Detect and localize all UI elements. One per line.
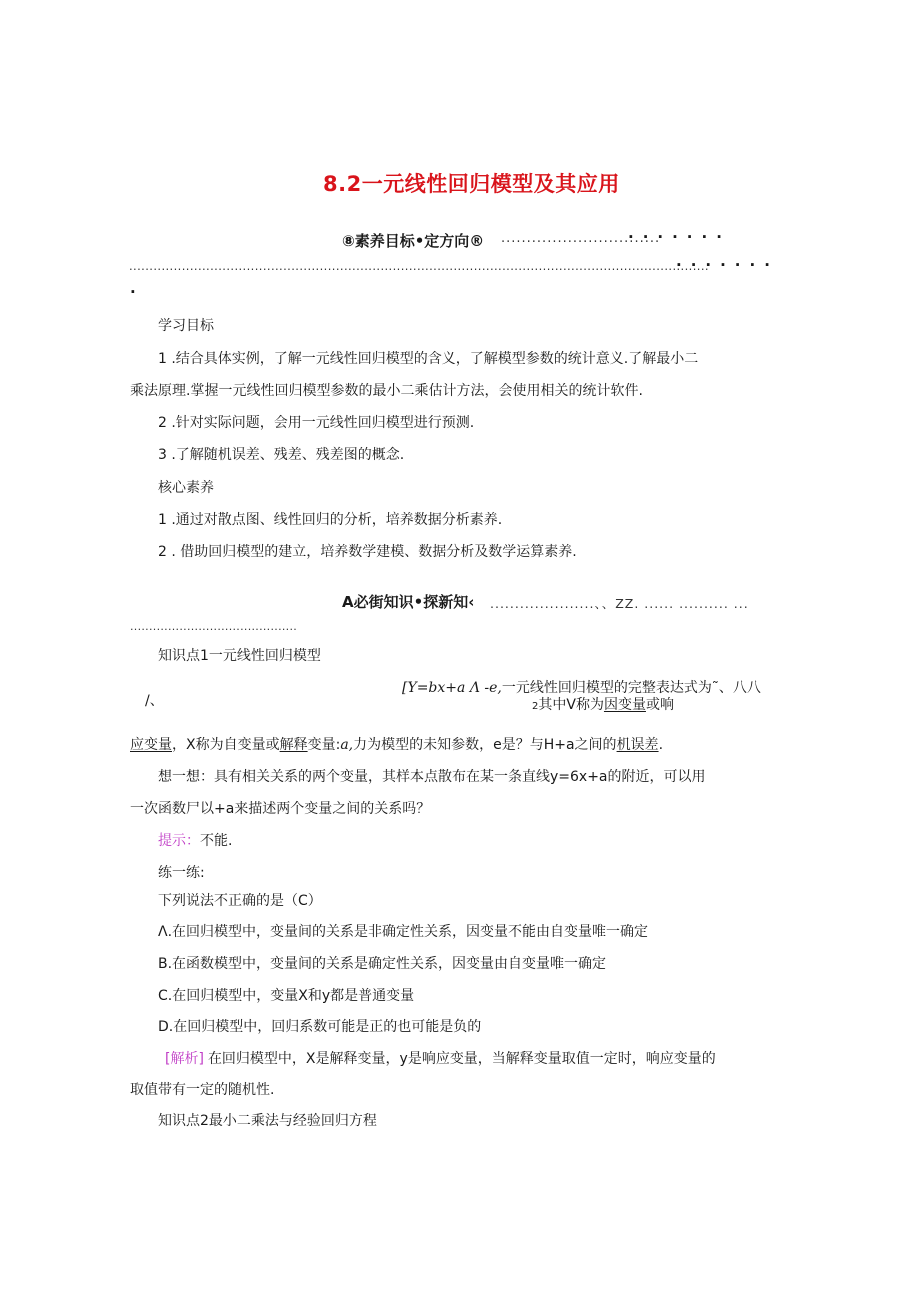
- goal-item-3: 3 .了解随机误差、残差、残差图的概念.: [158, 447, 405, 463]
- dotted-leader-knowledge-2: ............................................: [130, 620, 298, 633]
- dotted-leader-line2: ...............................................................................................................................................: [129, 259, 709, 273]
- dotted-leader-end: ·: [130, 283, 145, 301]
- kp2-title: 知识点2最小二乘法与经验回归方程: [158, 1113, 377, 1129]
- kp1-line2-tail: 或响: [645, 697, 674, 713]
- kp1-line3-text-c: 力为模型的未知参数，e是？与H+a之间的: [353, 737, 617, 753]
- option-b: B.在函数模型中，变量间的关系是确定性关系，因变量由自变量唯一确定: [158, 956, 607, 972]
- analysis-line-1: [165, 1049, 716, 1069]
- think-line-2: 一次函数尸以+a来描述两个变量之间的关系吗？: [130, 801, 431, 817]
- hint-label: 提示：: [158, 833, 200, 849]
- page-title: 8.2一元线性回归模型及其应用: [323, 172, 620, 196]
- term-explanatory: 解释: [279, 737, 308, 753]
- goal-item-1-cont: 乘法原理.掌握一元线性回归模型参数的最小二乘估计方法，会使用相关的统计软件.: [130, 383, 643, 399]
- practice-heading: 练一练:: [158, 865, 205, 881]
- think-line-1: 想一想：具有相关关系的两个变量，其样本点散布在某一条直线y=6x+a的附近，可以用: [158, 769, 706, 785]
- core-item-1: 1 .通过对散点图、线性回归的分析，培养数据分析素养.: [158, 512, 503, 528]
- core-heading: 核心素养: [158, 480, 214, 496]
- dotted-leader-sparse-2: ·······: [676, 256, 779, 274]
- section-header-goals: ⑧素养目标•定方向®: [342, 232, 485, 250]
- section-header-knowledge: A必街知识•探新知‹: [342, 593, 475, 611]
- goals-heading: 学习目标: [158, 318, 214, 334]
- hint-line: [158, 831, 232, 851]
- goal-item-2: 2 .针对实际问题，会用一元线性回归模型进行预测.: [158, 415, 475, 431]
- core-item-2: 2 . 借助回归模型的建立，培养数学建模、数据分析及数学运算素养.: [158, 544, 577, 560]
- kp1-line2: [532, 695, 674, 717]
- option-a: Λ.在回归模型中，变量间的关系是非确定性关系，因变量不能由自变量唯一确定: [158, 924, 649, 940]
- kp1-title: 知识点1一元线性回归模型: [158, 648, 321, 664]
- hint-text: 不能.: [200, 833, 233, 849]
- kp1-line2-text: 其中V称为: [538, 697, 604, 713]
- option-d: D.在回归模型中，回归系数可能是正的也可能是负的: [158, 1019, 482, 1035]
- analysis-label: [解析]: [165, 1051, 204, 1067]
- kp1-line3: [130, 735, 663, 755]
- kp1-formula-desc: 一元线性回归模型的完整表达式为˜、八八: [501, 680, 761, 696]
- term-random-error: 机误差: [616, 737, 659, 753]
- kp1-line3-end: .: [658, 737, 664, 753]
- analysis-line-2: 取值带有一定的随机性.: [130, 1082, 275, 1098]
- param-a: a,: [340, 737, 354, 753]
- dotted-leader-sparse: ·······: [628, 228, 731, 246]
- kp1-line3-text-b: 变量:: [307, 737, 341, 753]
- kp1-line3-text: ，X称为自变量或: [172, 737, 280, 753]
- kp1-slash: /、: [145, 693, 164, 709]
- analysis-text: 在回归模型中，X是解释变量，y是响应变量，当解释变量取值一定时，响应变量的: [207, 1051, 716, 1067]
- term-response-variable: 应变量: [130, 737, 172, 753]
- question-text: 下列说法不正确的是（C）: [158, 893, 322, 909]
- term-dependent-variable: 因变量: [603, 697, 646, 713]
- dotted-leader: ...............................: [501, 231, 661, 246]
- goal-item-1: 1 .结合具体实例，了解一元线性回归模型的含义，了解模型参数的统计意义.了解最小二: [158, 351, 699, 367]
- subscript-2: 2: [532, 701, 539, 712]
- dotted-leader-knowledge: .....................、、ZZ. ...... .......... ...: [490, 596, 749, 611]
- kp1-formula: [Y=bx+a Λ -e,: [402, 680, 502, 696]
- option-c: C.在回归模型中，变量X和y都是普通变量: [158, 988, 415, 1004]
